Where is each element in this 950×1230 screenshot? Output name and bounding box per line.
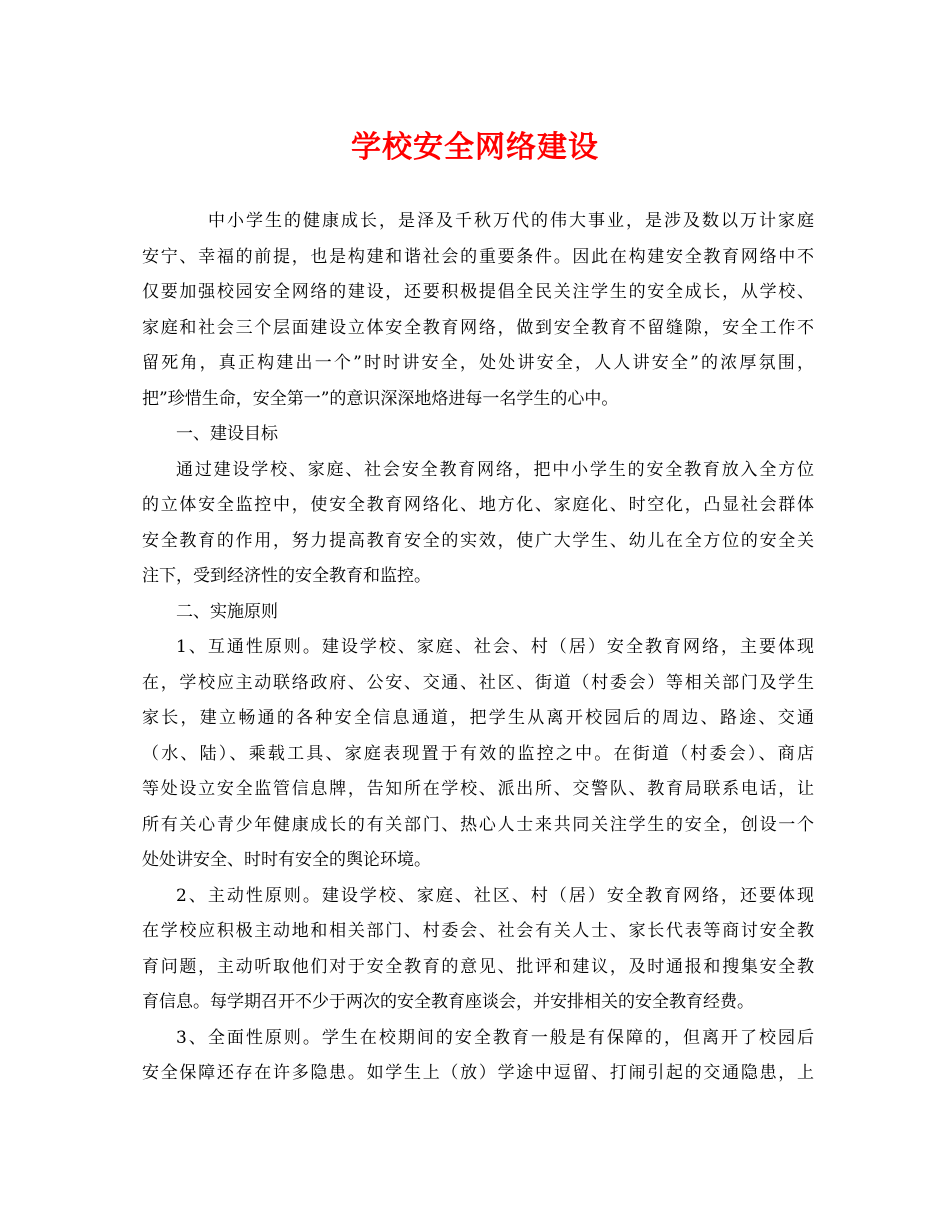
paragraph-line: 家长，建立畅通的各种安全信息通道，把学生从离开校园后的周边、路途、交通 (142, 708, 814, 728)
paragraph-line: 通过建设学校、家庭、社会安全教育网络，把中小学生的安全教育放入全方位 (176, 459, 814, 480)
paragraph-line: 在，学校应主动联络政府、公安、交通、社区、街道（村委会）等相关部门及学生 (142, 672, 814, 693)
paragraph-line: 注下，受到经济性的安全教育和监控。 (142, 566, 431, 586)
paragraph-line: 中小学生的健康成长，是泽及千秋万代的伟大事业，是涉及数以万计家庭 (208, 211, 814, 231)
paragraph-line: 2、主动性原则。建设学校、家庭、社区、村（居）安全教育网络，还要体现 (176, 885, 814, 906)
paragraph-line: 安全教育的作用，努力提高教育安全的实效，使广大学生、幼儿在全方位的安全关 (142, 530, 814, 551)
section-heading: 二、实施原则 (176, 601, 278, 622)
paragraph-line: 育问题，主动听取他们对于安全教育的意见、批评和建议，及时通报和搜集安全教 (142, 956, 814, 977)
paragraph-line: 育信息。每学期召开不少于两次的安全教育座谈会，并安排相关的安全教育经费。 (142, 992, 754, 1012)
paragraph-line: 安宁、幸福的前提，也是构建和谐社会的重要条件。因此在构建安全教育网络中不 (142, 246, 814, 267)
paragraph-line: 安全保障还存在许多隐患。如学生上（放）学途中逗留、打闹引起的交通隐患，上 (142, 1063, 814, 1083)
document-body (142, 204, 814, 1092)
paragraph-line: 3、全面性原则。学生在校期间的安全教育一般是有保障的，但离开了校园后 (176, 1027, 814, 1048)
paragraph-line: （水、陆）、乘载工具、家庭表现置于有效的监控之中。在街道（村委会）、商店 (142, 743, 814, 764)
document-title: 学校安全网络建设 (351, 130, 599, 165)
paragraph-line: 留死角，真正构建出一个”时时讲安全，处处讲安全，人人讲安全”的浓厚氛围， (142, 353, 814, 373)
paragraph-line: 把”珍惜生命，安全第一”的意识深深地烙进每一名学生的心中。 (142, 388, 619, 409)
paragraph-line: 1、互通性原则。建设学校、家庭、社会、村（居）安全教育网络，主要体现 (176, 637, 814, 657)
paragraph-line: 处处讲安全、时时有安全的舆论环境。 (142, 850, 431, 870)
paragraph-line: 等处设立安全监管信息牌，告知所在学校、派出所、交警队、教育局联系电话，让 (142, 779, 814, 799)
section-heading: 一、建设目标 (176, 424, 278, 444)
paragraph-line: 家庭和社会三个层面建设立体安全教育网络，做到安全教育不留缝隙，安全工作不 (142, 317, 814, 338)
paragraph-line: 的立体安全监控中，使安全教育网络化、地方化、家庭化、时空化，凸显社会群体 (142, 495, 814, 515)
paragraph-line: 所有关心青少年健康成长的有关部门、热心人士来共同关注学生的安全，创设一个 (142, 814, 814, 835)
paragraph-line: 在学校应积极主动地和相关部门、村委会、社会有关人士、家长代表等商讨安全教 (142, 921, 814, 941)
paragraph-line: 仅要加强校园安全网络的建设，还要积极提倡全民关注学生的安全成长，从学校、 (142, 282, 814, 302)
